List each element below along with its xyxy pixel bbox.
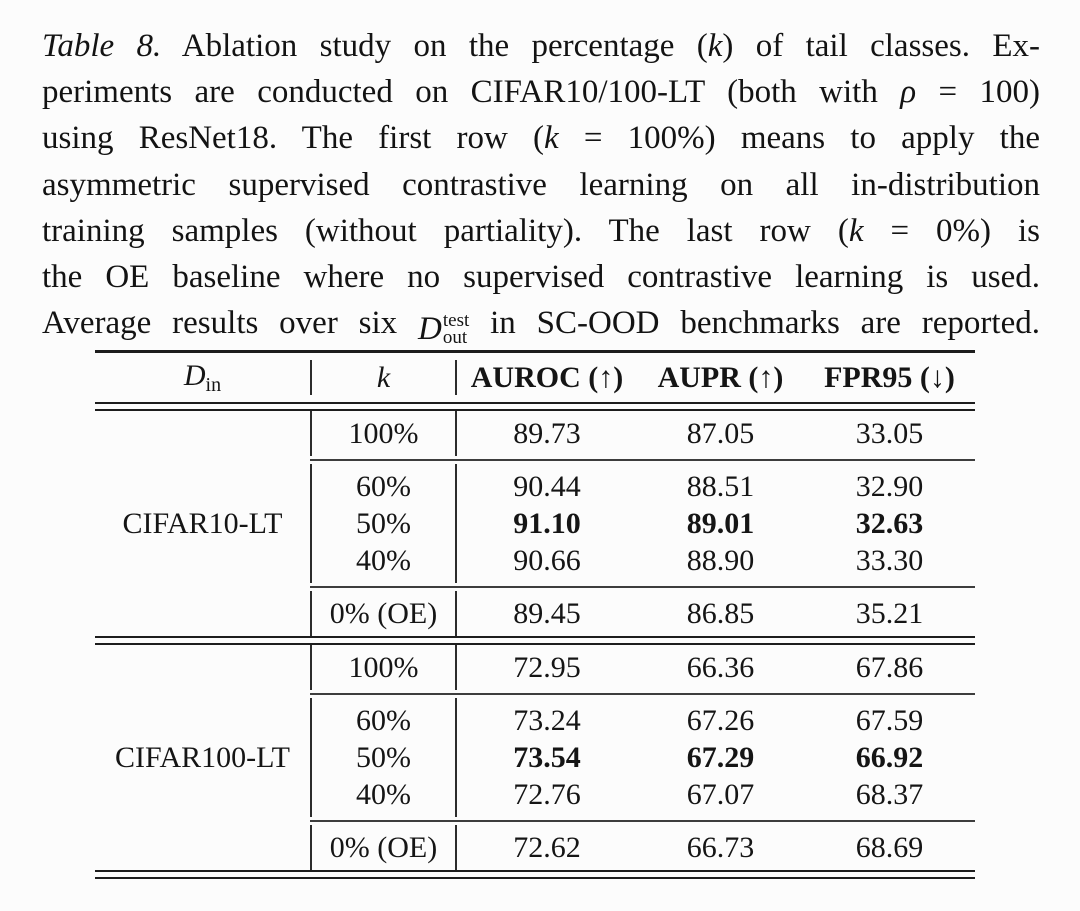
- cell-aupr: 67.29: [686, 741, 755, 774]
- cell-auroc: 73.24: [513, 704, 581, 737]
- cell-aupr: 67.26: [686, 704, 755, 737]
- table-caption: [42, 23, 1041, 349]
- data-row: [95, 829, 975, 866]
- header-cell-auroc: AUROC (↑): [470, 360, 624, 394]
- caption-line-5: training samples (without partiality). The last row (k = 0%) is: [42, 212, 1040, 249]
- cell-k: 60%: [356, 470, 411, 503]
- group-separator: [95, 690, 975, 698]
- cell-k: 0% (OE): [329, 597, 438, 630]
- cell-k: 40%: [356, 544, 411, 577]
- cell-aupr: 87.05: [686, 417, 755, 450]
- cell-k: 50%: [356, 741, 411, 774]
- data-row: [95, 542, 975, 579]
- cell-auroc: 89.45: [513, 597, 581, 630]
- header-double-rule: [95, 402, 975, 411]
- row-group: [95, 698, 975, 817]
- row-group: [95, 825, 975, 870]
- data-row: [95, 468, 975, 505]
- results-table: [95, 350, 975, 879]
- header-cell-din: [95, 359, 310, 397]
- section-cifar10-lt: [95, 411, 975, 636]
- data-row: [95, 595, 975, 632]
- header-cell-fpr95: FPR95 (↓): [824, 360, 955, 394]
- cell-aupr: 88.51: [686, 470, 755, 503]
- group-separator: [95, 583, 975, 591]
- caption-line-6: the OE baseline where no supervised contrastive learning is used.: [42, 258, 1040, 295]
- cell-k: 0% (OE): [329, 831, 438, 864]
- caption-line-2: periments are conducted on CIFAR10/100-LT (both with ρ = 100): [42, 74, 1040, 111]
- cell-fpr95: 68.69: [855, 831, 924, 864]
- row-group: [95, 591, 975, 636]
- dataset-label: CIFAR100-LT: [114, 740, 291, 774]
- cell-k: 60%: [356, 704, 411, 737]
- cell-aupr: 88.90: [686, 544, 755, 577]
- row-group: [95, 645, 975, 690]
- table-bottom-double-rule: [95, 870, 975, 879]
- cell-aupr: 66.73: [686, 831, 755, 864]
- cell-aupr: 86.85: [686, 597, 755, 630]
- cell-aupr: 66.36: [686, 651, 755, 684]
- cell-aupr: 89.01: [686, 507, 755, 540]
- cell-k: 100%: [348, 417, 419, 450]
- cell-auroc: 91.10: [513, 507, 581, 540]
- cell-fpr95: 32.63: [855, 507, 924, 540]
- cell-auroc: 89.73: [513, 417, 581, 450]
- cell-fpr95: 33.30: [855, 544, 924, 577]
- cell-k: 50%: [356, 507, 411, 540]
- data-row: [95, 415, 975, 452]
- data-row: [95, 702, 975, 739]
- caption-line-7: Average results over six D test out in SC-OOD benchmarks are reported.: [42, 305, 1040, 349]
- cell-fpr95: 35.21: [855, 597, 924, 630]
- header-cell-k: k: [376, 360, 391, 394]
- cell-auroc: 72.95: [513, 651, 581, 684]
- din-symbol: D: [183, 358, 206, 392]
- cell-auroc: 72.62: [513, 831, 581, 864]
- cell-fpr95: 67.59: [855, 704, 924, 737]
- cell-auroc: 72.76: [513, 778, 581, 811]
- cell-fpr95: 67.86: [855, 651, 924, 684]
- section-divider-double-rule: [95, 636, 975, 645]
- section-cifar100-lt: [95, 645, 975, 870]
- data-row: [95, 776, 975, 813]
- caption-line-1: Table 8. Ablation study on the percentage (k) of tail classes. Ex-: [42, 28, 1041, 64]
- cell-fpr95: 32.90: [855, 470, 924, 503]
- cell-k: 40%: [356, 778, 411, 811]
- dataset-label: CIFAR10-LT: [122, 506, 283, 540]
- din-subscript: in: [205, 373, 222, 396]
- data-row: [95, 649, 975, 686]
- header-cell-aupr: AUPR (↑): [657, 360, 784, 394]
- row-group: [95, 464, 975, 583]
- caption-line-4: asymmetric supervised contrastive learning on all in-distribution: [42, 166, 1040, 203]
- cell-auroc: 90.66: [513, 544, 581, 577]
- cell-auroc: 73.54: [513, 741, 581, 774]
- cell-fpr95: 33.05: [855, 417, 924, 450]
- caption-line-3: using ResNet18. The first row (k = 100%) means to apply the: [42, 120, 1040, 157]
- cell-aupr: 67.07: [686, 778, 755, 811]
- cell-fpr95: 66.92: [855, 741, 924, 774]
- row-group: [95, 411, 975, 456]
- group-separator: [95, 456, 975, 464]
- cell-auroc: 90.44: [513, 470, 581, 503]
- cell-k: 100%: [348, 651, 419, 684]
- cell-fpr95: 68.37: [855, 778, 924, 811]
- table-header-row: [95, 353, 975, 402]
- group-separator: [95, 817, 975, 825]
